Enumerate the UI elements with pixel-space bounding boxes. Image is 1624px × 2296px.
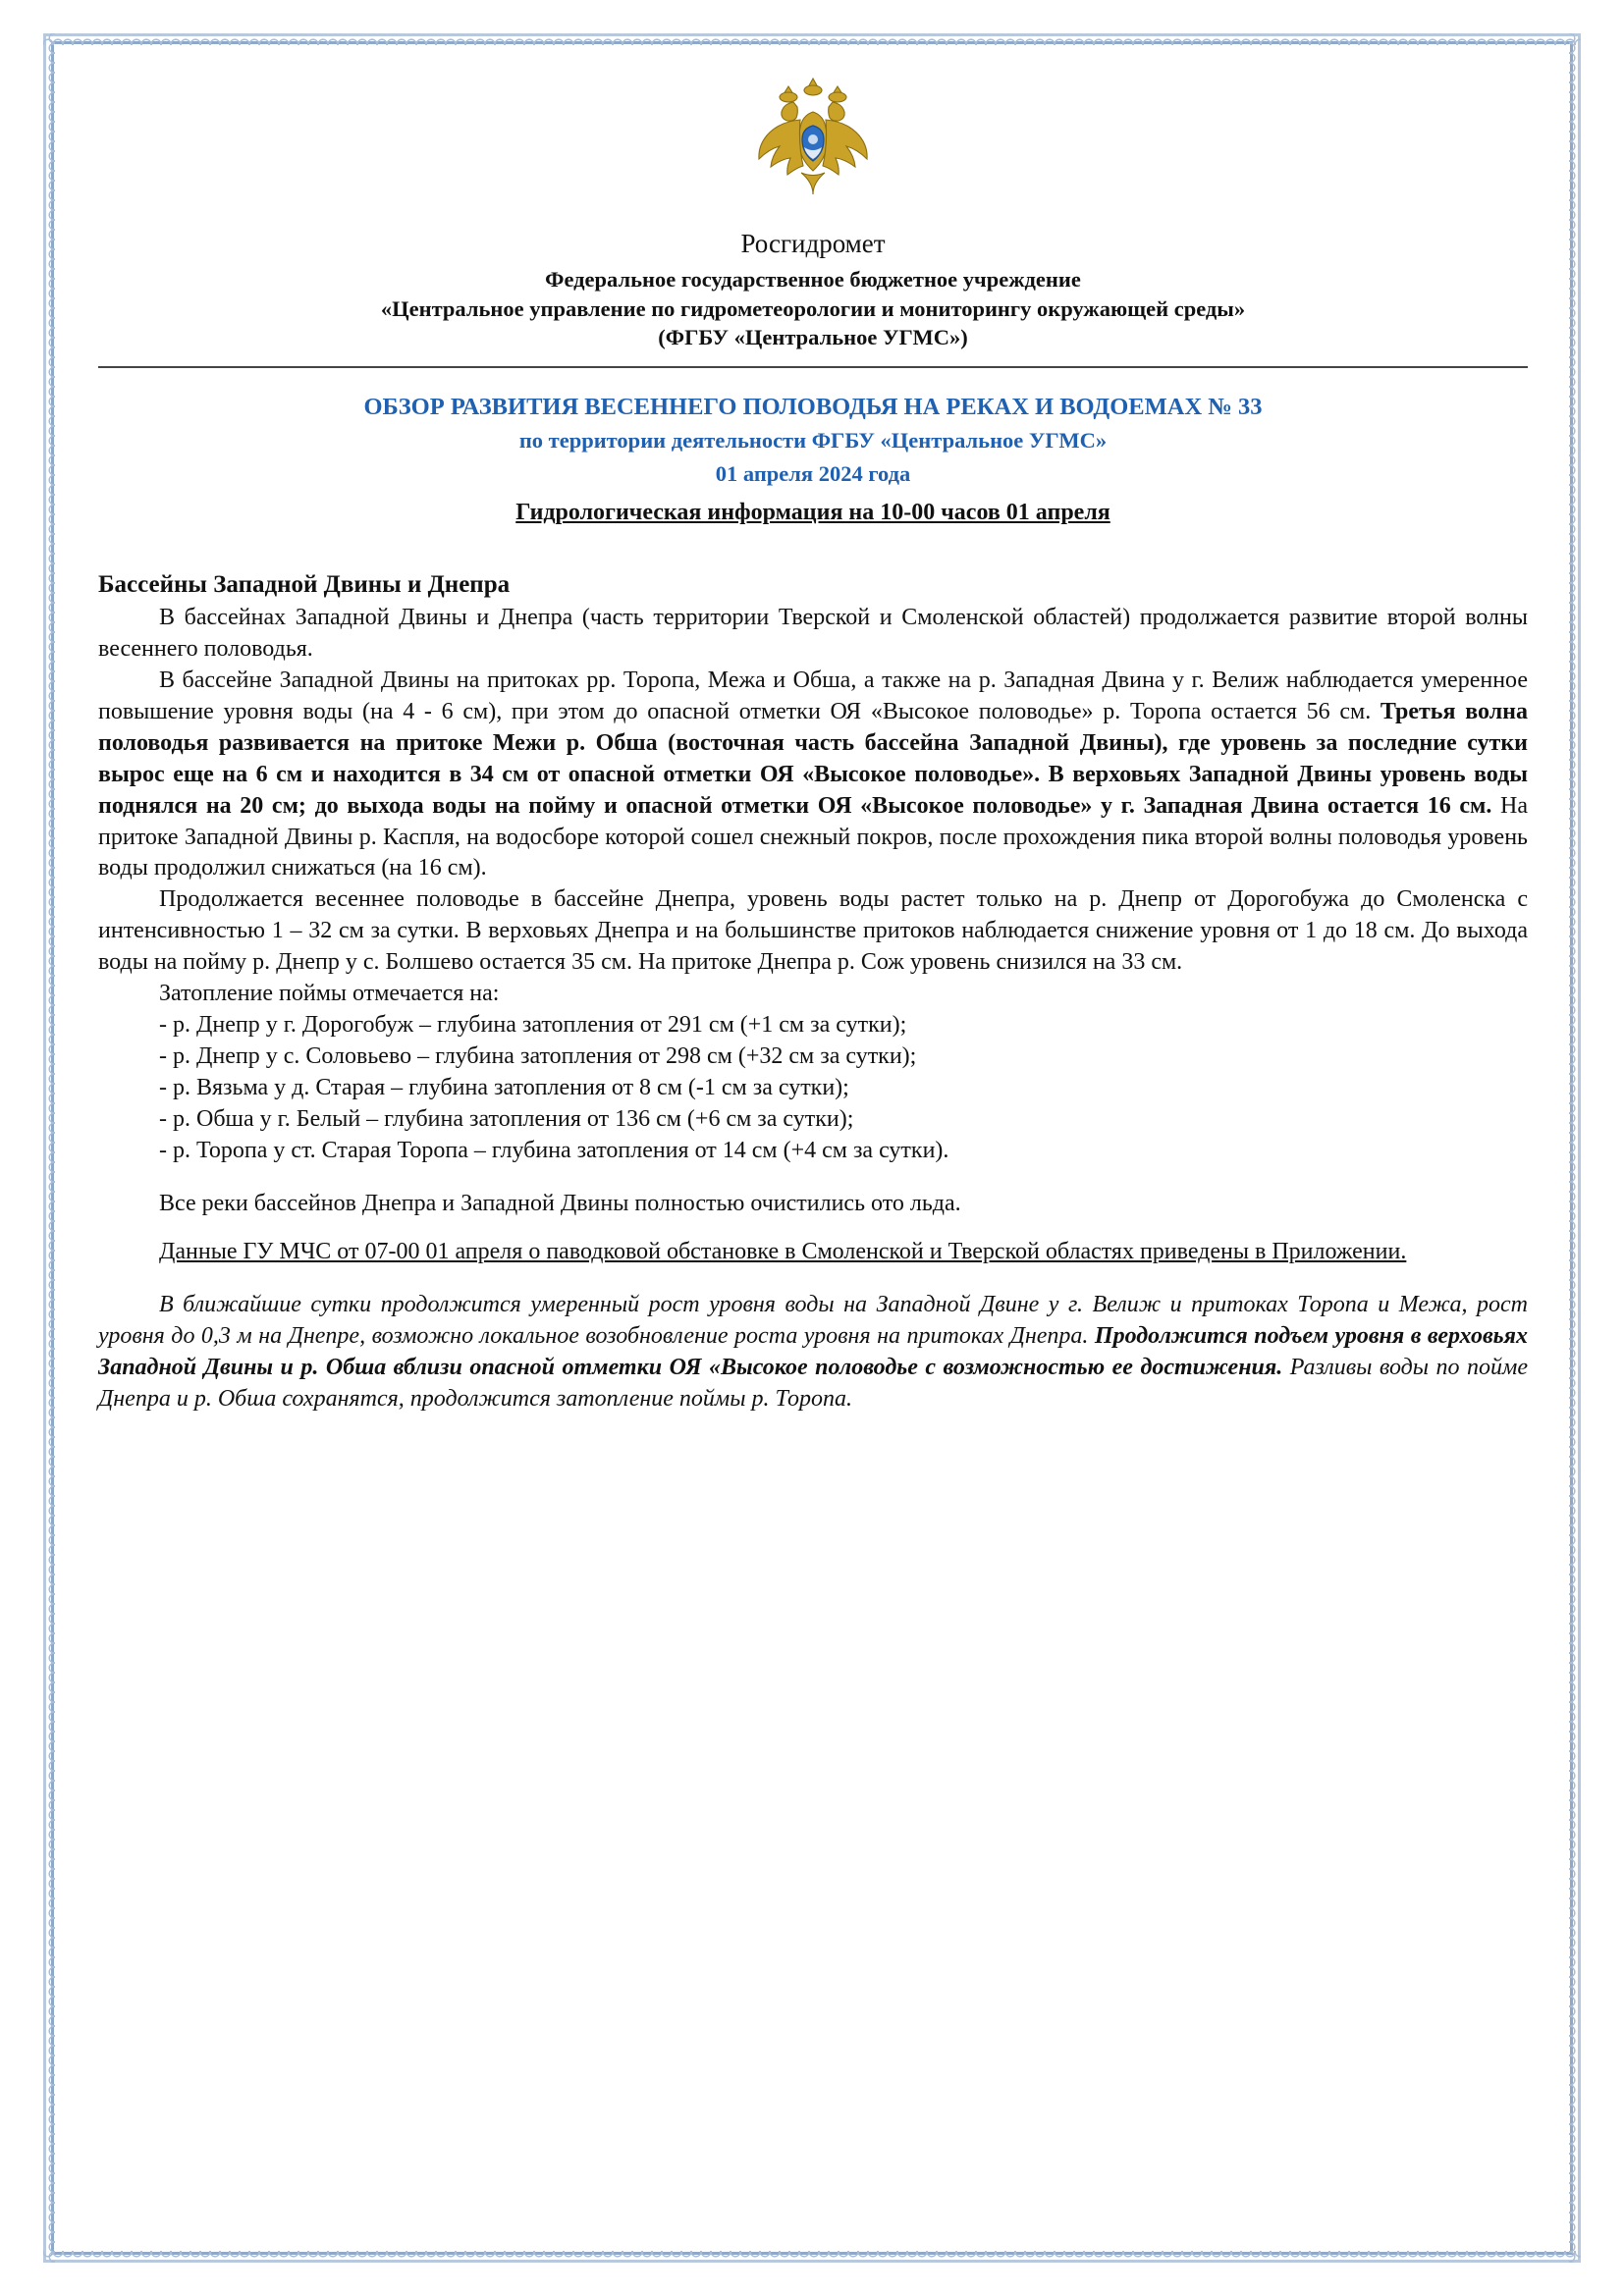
paragraph-1: В бассейнах Западной Двины и Днепра (часть территории Тверской и Смоленской областей) продолжается развитие второй волны весеннего половодья. (98, 605, 1528, 663)
org-name: Росгидромет (740, 229, 886, 258)
document-content (98, 71, 1528, 1415)
flood-item-3: - р. Обша у г. Белый – глубина затопления от 136 см (+6 см за сутки); (159, 1105, 854, 1132)
paragraph-2-part-2: На притоке Западной Двины р. Каспля, на водосборе которой сошел снежный покров, после прохождения пика второй волны половодья уровень воды продолжил снижаться (на 16 см). (98, 792, 1528, 881)
spacer (98, 1167, 1528, 1189)
flood-item-2: - р. Вязьма у д. Старая – глубина затопления от 8 см (-1 см за сутки); (159, 1074, 849, 1100)
border-wave-bottom (43, 2251, 1581, 2261)
flood-item-1: - р. Днепр у с. Соловьево – глубина затопления от 298 см (+32 см за сутки); (159, 1042, 917, 1069)
paragraph-ice: Все реки бассейнов Днепра и Западной Двины полностью очистились ото льда. (159, 1190, 961, 1216)
forecast-part-2: Разливы воды по пойме Днепра и р. Обша сохранятся, продолжится затопление поймы р. Торопа. (98, 1355, 1529, 1413)
hydro-info-heading: Гидрологическая информация на 10-00 часов 01 апреля (515, 500, 1110, 526)
paragraph-3: Продолжается весеннее половодье в бассейне Днепра, уровень воды растет только на р. Днепр от Дорогобужа до Смоленска с интенсивностью 1 – 32 см за сутки. В верховьях Днепра и на большинстве притоков наблюдается снижение уровня от 1 до 18 см. До выхода воды на пойму р. Днепр у с. Болшево остается 35 см. На притоке Днепра р. Сож уровень снизился на 33 см. (98, 886, 1528, 976)
flood-intro: Затопление поймы отмечается на: (159, 981, 500, 1007)
paragraph-2-part-1: В бассейне Западной Двины на притоках рр. Торопа, Межа и Обша, а также на р. Западная Двина у г. Велиж наблюдается умеренное повышение уровня воды (на 4 - 6 см), при этом до опасной отметки ОЯ «Высокое половодье» р. Торопа остается 56 см. (98, 667, 1528, 724)
paragraph-2-bold: Третья волна половодья развивается на притоке Межи р. Обша (восточная часть бассейна Западной Двины), где уровень за последние сутки вырос еще на 6 см и находится в 34 см от опасной отметки ОЯ «Высокое половодье». В верховьях Западной Двины уровень воды поднялся на 20 см; до выхода воды на пойму и опасной отметки ОЯ «Высокое половодье» у г. Западная Двина остается 16 см. (98, 698, 1528, 819)
flood-item-4: - р. Торопа у ст. Старая Торопа – глубина затопления от 14 см (+4 см за сутки). (159, 1137, 949, 1163)
paragraph-2 (98, 666, 1528, 884)
organization-block (98, 229, 1528, 352)
border-wave-right (1569, 33, 1579, 2263)
emblem-container (98, 71, 1528, 223)
section-heading-basins: Бассейны Западной Двины и Днепра (98, 571, 511, 599)
org-line-3: (ФГБУ «Центральное УГМС») (658, 325, 968, 350)
paragraph-forecast (98, 1290, 1528, 1415)
report-date: 01 апреля 2024 года (715, 461, 911, 487)
forecast-part-1: В ближайшие сутки продолжится умеренный рост уровня воды на Западной Двине у г. Велиж и притоках Торопа и Межа, рост уровня до 0,3 м на Днепре, возможно локальное возобновление роста уровня на притоках Днепра. (98, 1292, 1528, 1350)
header-divider (98, 366, 1528, 368)
forecast-bold: Продолжится подъем уровня в верховьях Западной Двины и р. Обша вблизи опасной отметки ОЯ «Высокое половодье с возможностью ее достижения. (98, 1323, 1528, 1381)
border-wave-left (45, 33, 55, 2263)
org-line-2: «Центральное управление по гидрометеорологии и мониторингу окружающей среды» (380, 295, 1246, 321)
border-wave-top (43, 35, 1581, 45)
report-title: ОБЗОР РАЗВИТИЯ ВЕСЕННЕГО ПОЛОВОДЬЯ НА РЕКАХ И ВОДОЕМАХ № 33 (363, 394, 1263, 421)
flood-item-0: - р. Днепр у г. Дорогобуж – глубина затопления от 291 см (+1 см за сутки); (159, 1011, 907, 1038)
report-subtitle: по территории деятельности ФГБУ «Центральное УГМС» (518, 427, 1108, 453)
paragraph-mchs: Данные ГУ МЧС от 07-00 01 апреля о паводковой обстановке в Смоленской и Тверской областях приведены в Приложении. (159, 1239, 1407, 1265)
org-line-1: Федеральное государственное бюджетное учреждение (545, 267, 1081, 292)
russian-double-headed-eagle-emblem-icon (739, 205, 887, 222)
